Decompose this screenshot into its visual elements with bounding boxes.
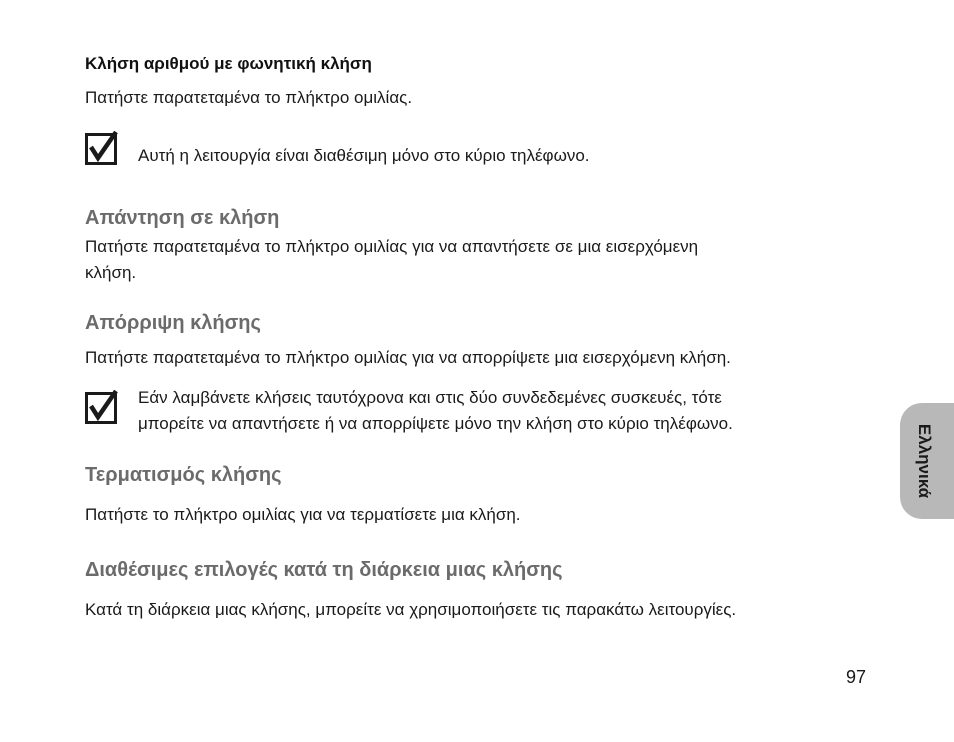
voice-dial-note: Αυτή η λειτουργία είναι διαθέσιμη μόνο στο κύριο τηλέφωνο. <box>138 146 590 165</box>
reject-call-text: Πατήστε παρατεταμένα το πλήκτρο ομιλίας για να απορρίψετε μια εισερχόμενη κλήση. <box>85 348 731 367</box>
options-text: Κατά τη διάρκεια μιας κλήσης, μπορείτε να χρησιμοποιήσετε τις παρακάτω λειτουργίες. <box>85 600 737 619</box>
voice-dial-title: Κλήση αριθμού με φωνητική κλήση <box>85 54 372 73</box>
end-call-text: Πατήστε το πλήκτρο ομιλίας για να τερματίσετε μια κλήση. <box>85 505 521 524</box>
end-call-heading: Τερματισμός κλήσης <box>85 464 282 486</box>
language-side-tab-label: Ελληνικά <box>915 423 934 499</box>
note-checkbox-icon <box>85 131 119 170</box>
options-heading: Διαθέσιμες επιλογές κατά τη διάρκεια μιας κλήσης <box>85 559 563 581</box>
reject-call-note-line2: μπορείτε να απαντήσετε ή να απορρίψετε μόνο την κλήση στο κύριο τηλέφωνο. <box>138 414 733 433</box>
answer-call-heading: Απάντηση σε κλήση <box>85 207 280 229</box>
note-checkbox-icon <box>85 390 119 429</box>
page-number: 97 <box>846 667 867 687</box>
reject-call-heading: Απόρριψη κλήσης <box>85 312 261 334</box>
answer-call-text-line2: κλήση. <box>85 263 137 282</box>
reject-call-note-line1: Εάν λαμβάνετε κλήσεις ταυτόχρονα και στις δύο συνδεδεμένες συσκευές, τότε <box>138 388 722 407</box>
answer-call-text-line1: Πατήστε παρατεταμένα το πλήκτρο ομιλίας για να απαντήσετε σε μια εισερχόμενη <box>85 237 699 256</box>
voice-dial-text: Πατήστε παρατεταμένα το πλήκτρο ομιλίας. <box>85 88 413 107</box>
